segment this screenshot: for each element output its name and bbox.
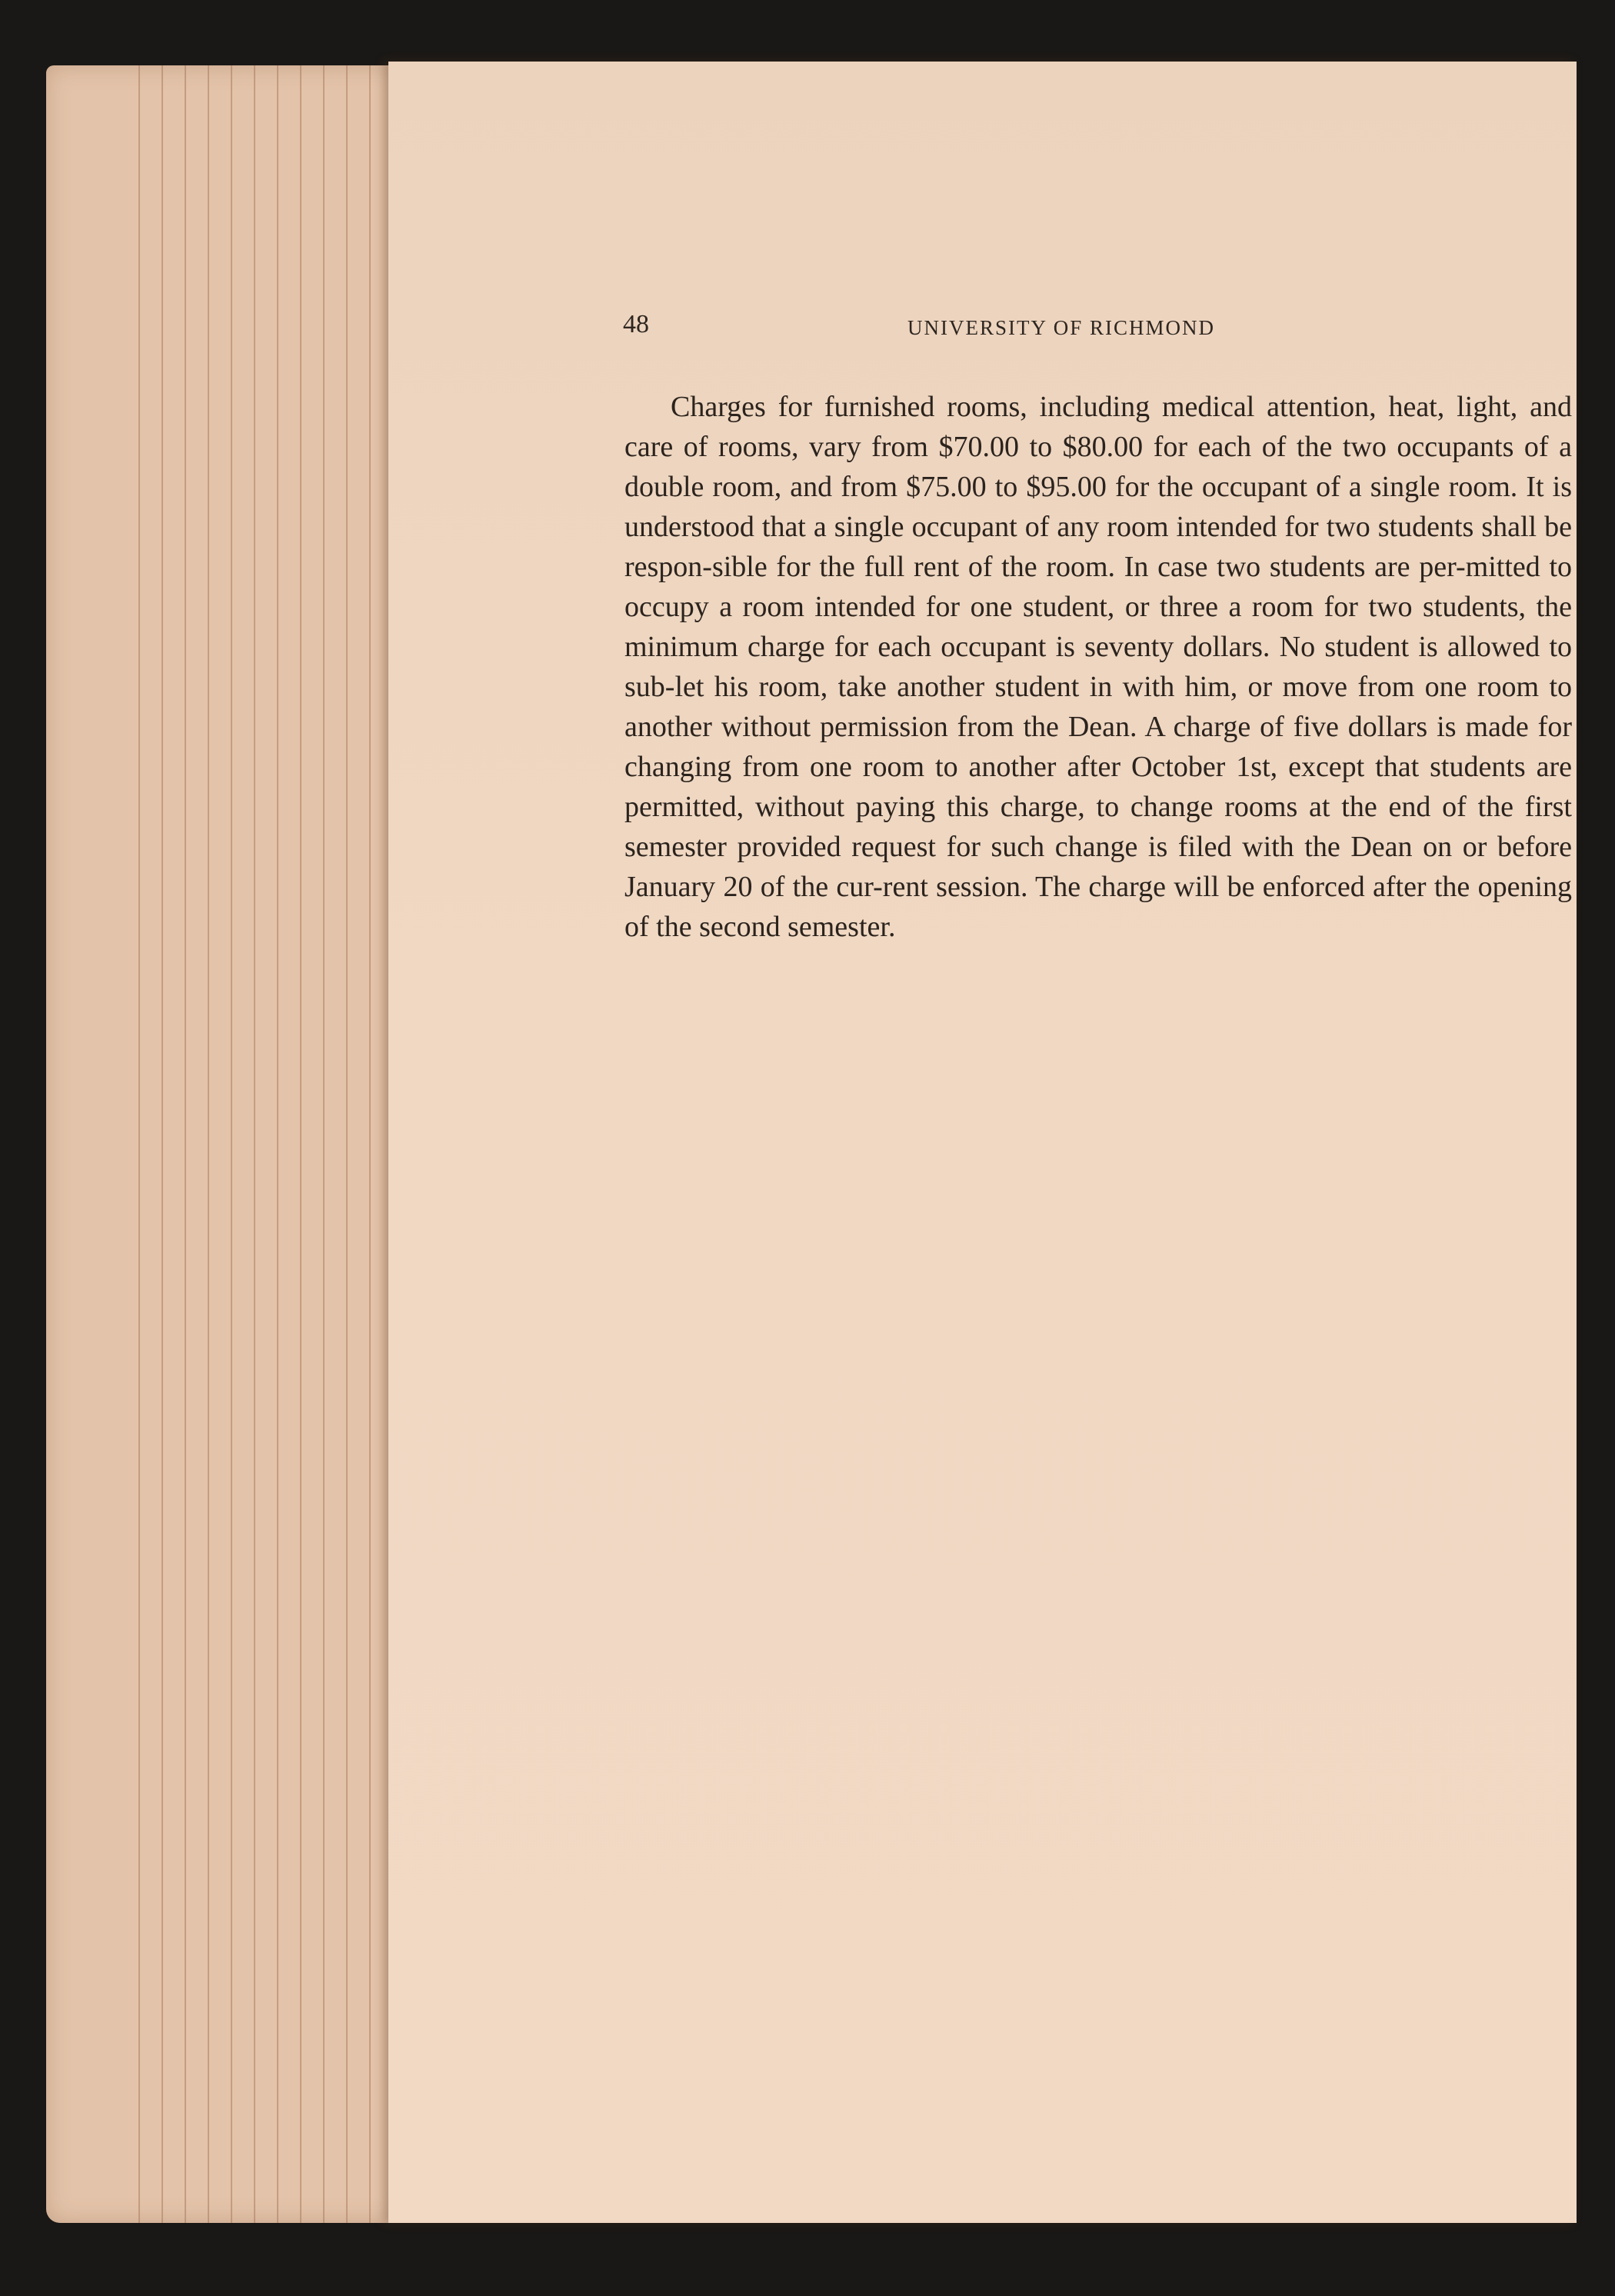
body-paragraph: Charges for furnished rooms, including medical attention, heat, light, and care of rooms, vary from $70.00 to $80.00 for each of the two occupants of a double room, and from $75.00 to $95.00 for the occupant of a single room. It is understood that a single occupant of any room intended for two students shall be respon-sible for the full rent of the room. In case two students are per-mitted to occupy a room intended for one student, or three a room for two students, the minimum charge for each occupant is seventy dollars. No student is allowed to sub-let his room, take another student in with him, or move from one room to another without permission from the Dean. A charge of five dollars is made for changing from one room to another after October 1st, except that students are permitted, without paying this charge, to change rooms at the end of the first semester provided request for such change is filed with the Dean on or before January 20 of the cur-rent session. The charge will be enforced after the opening of the second semester.: [624, 391, 1572, 943]
page-edge: [369, 65, 371, 2223]
page-edge: [138, 65, 140, 2223]
page-edge: [231, 65, 232, 2223]
page-edge: [162, 65, 163, 2223]
page-edge: [323, 65, 325, 2223]
running-head: UNIVERSITY OF RICHMOND: [907, 316, 1216, 339]
page-edge: [277, 65, 278, 2223]
page-edge: [185, 65, 186, 2223]
book-page: [388, 62, 1577, 2223]
page-edge: [300, 65, 301, 2223]
page-header: [623, 310, 1569, 356]
page-edge: [254, 65, 255, 2223]
page-number: 48: [623, 310, 649, 338]
page-edge: [346, 65, 348, 2223]
page-edges-stack: [46, 65, 408, 2223]
page-edge: [208, 65, 209, 2223]
